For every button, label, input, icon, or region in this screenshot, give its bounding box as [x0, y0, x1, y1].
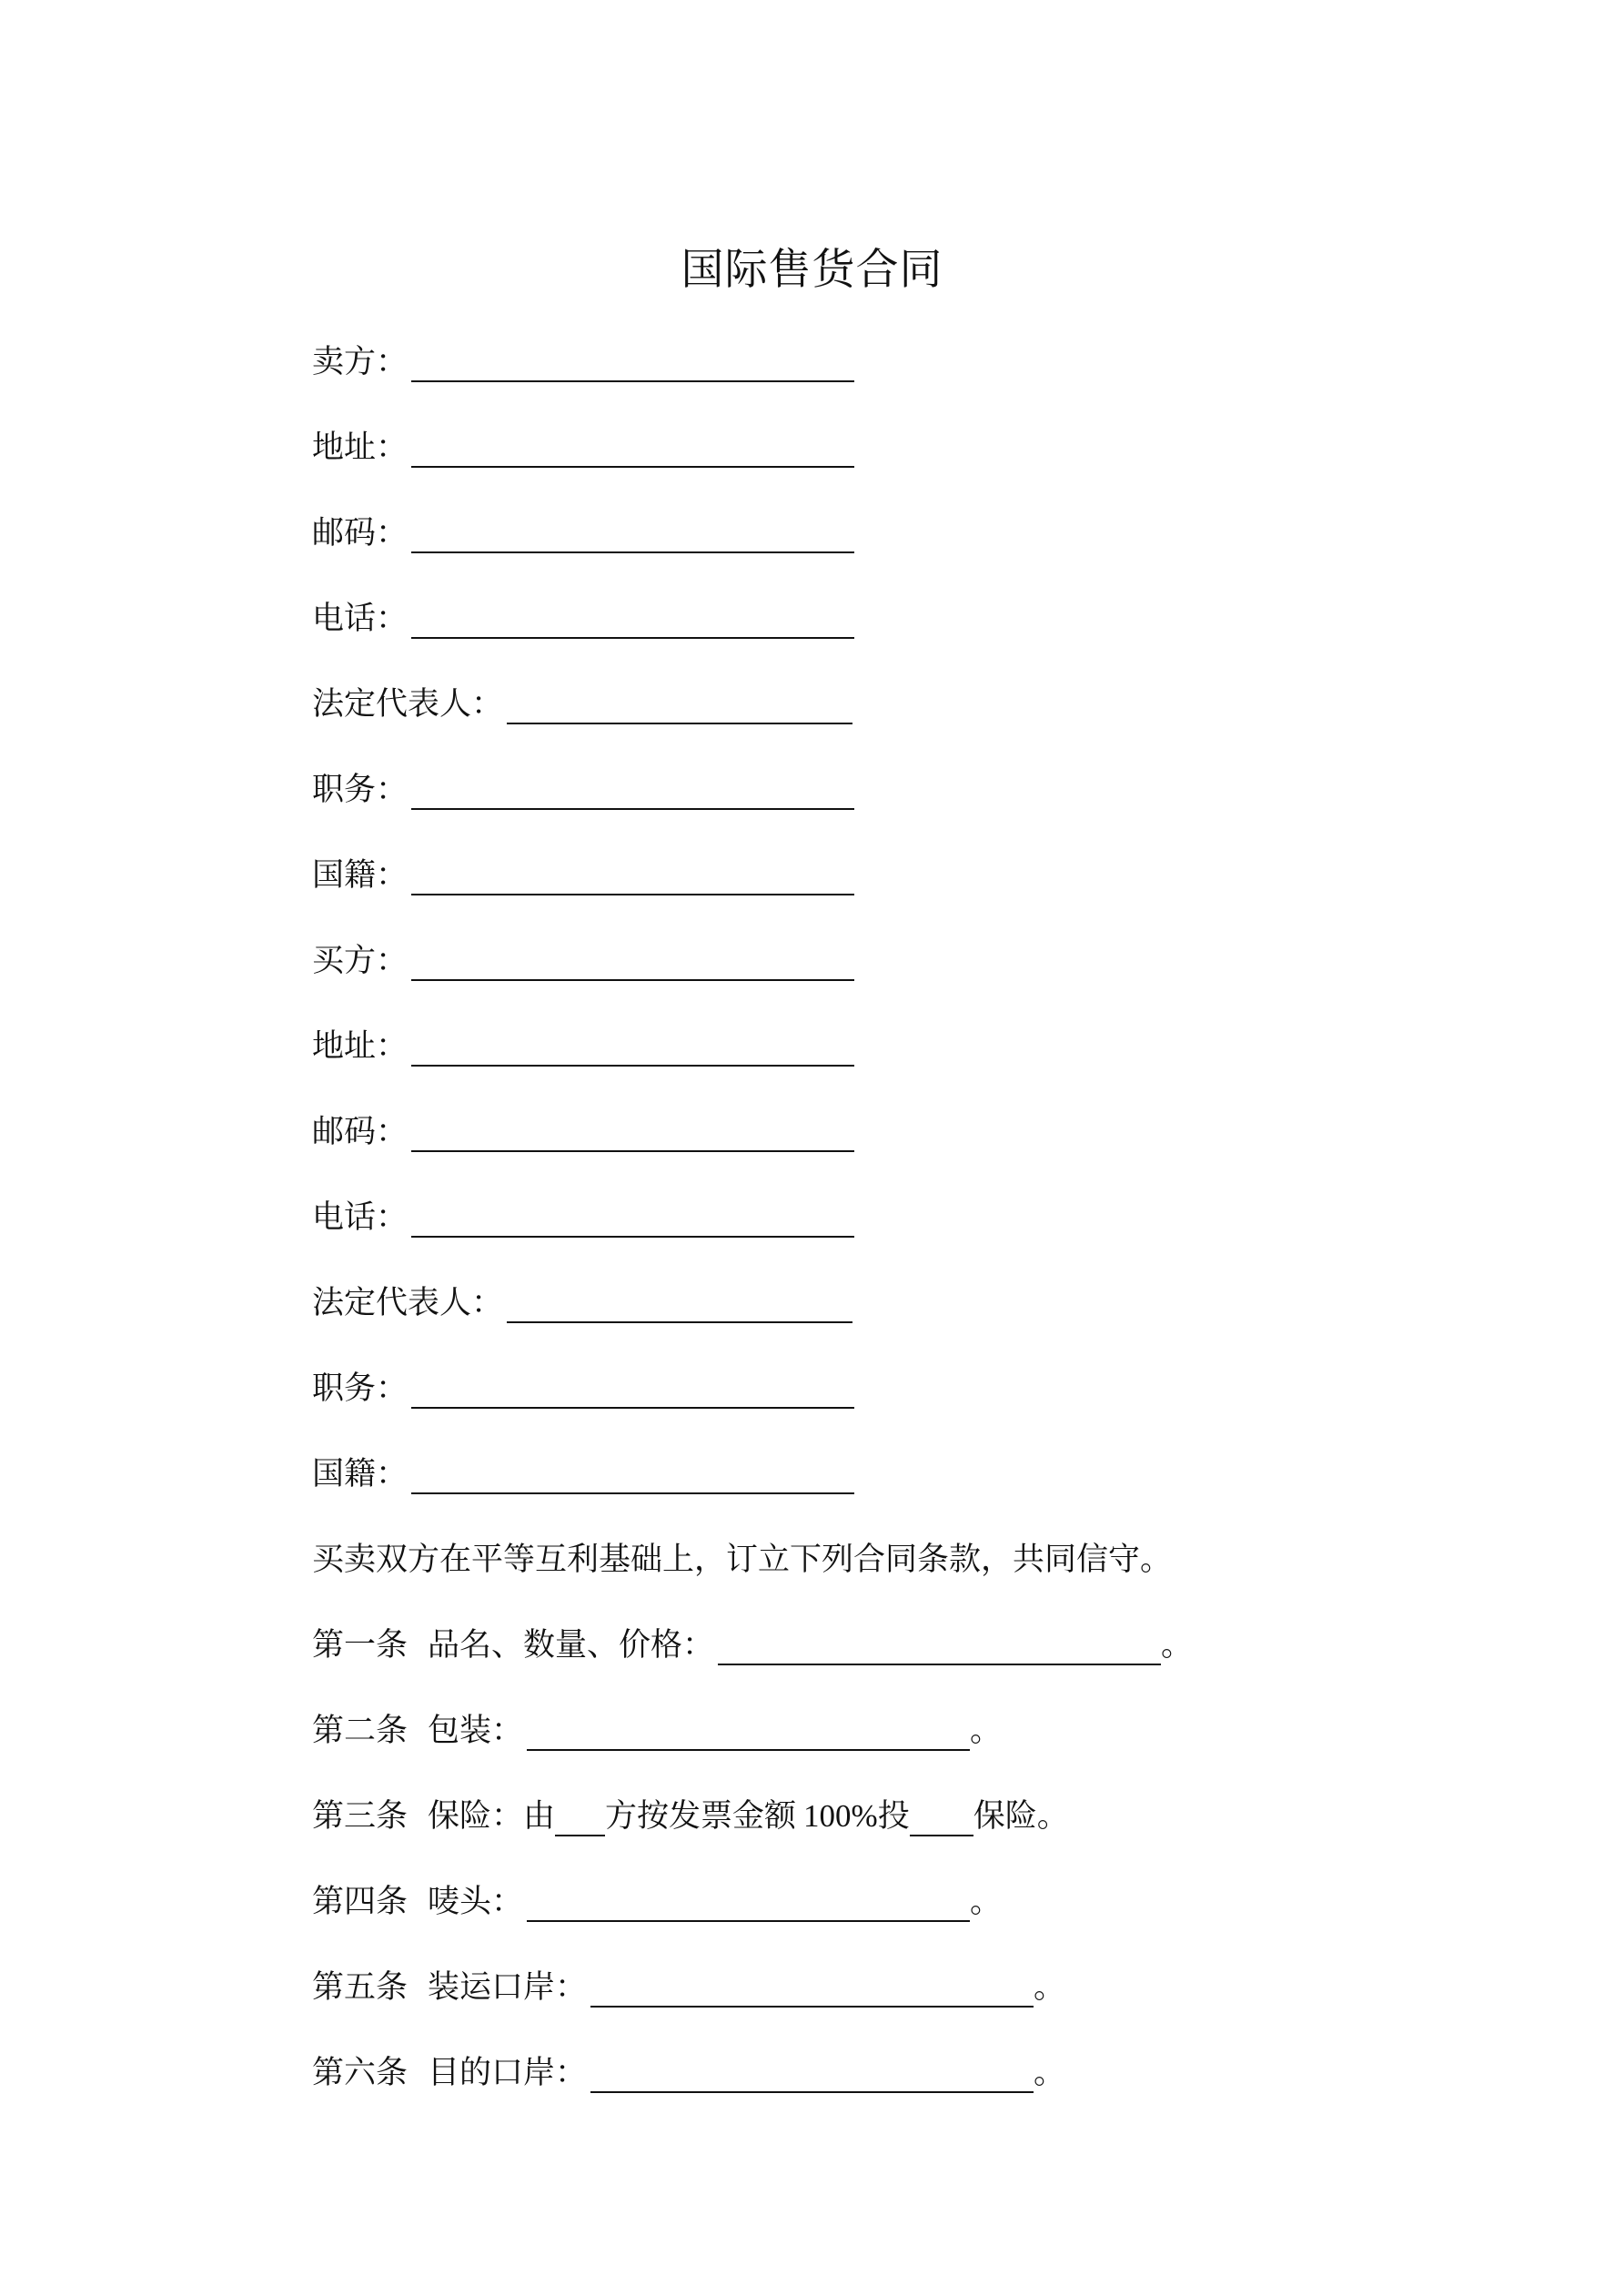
intro-line: [312, 1534, 1172, 1585]
article-2-line: [312, 1705, 1002, 1756]
article-1-line: [312, 1620, 1193, 1671]
article-6-line: [312, 2048, 1065, 2099]
buyer-postcode-line: [312, 1107, 854, 1158]
seller-nationality-line: [312, 850, 854, 901]
seller-address-label: 地址：: [312, 430, 409, 466]
article-4-label: 唛头：: [428, 1884, 524, 1920]
article-2-number: 第二条: [312, 1713, 409, 1749]
article-4-number: 第四条: [312, 1884, 409, 1920]
buyer-phone-line: [312, 1192, 854, 1243]
buyer-name-blank[interactable]: [411, 941, 854, 981]
seller-nationality-label: 国籍：: [312, 857, 409, 894]
buyer-postcode-blank[interactable]: [411, 1112, 854, 1152]
buyer-legal-rep-label: 法定代表人：: [312, 1285, 504, 1321]
seller-legal-rep-blank[interactable]: [507, 684, 852, 724]
article-5-blank[interactable]: [590, 1967, 1034, 2008]
buyer-name-line: [312, 936, 854, 986]
article-6-number: 第六条: [312, 2055, 409, 2091]
intro-text: 买卖双方在平等互利基础上，订立下列合同条款，共同信守。: [312, 1542, 1173, 1578]
article-1-blank[interactable]: [718, 1625, 1161, 1665]
buyer-name-label: 买方：: [312, 943, 409, 979]
buyer-phone-label: 电话：: [312, 1199, 409, 1236]
article-3-mid: 方按发票金额: [605, 1798, 797, 1835]
seller-postcode-label: 邮码：: [312, 515, 409, 551]
seller-postcode-blank[interactable]: [411, 513, 854, 553]
article-1-label: 品名、数量、价格：: [428, 1627, 715, 1664]
article-3-label: 保险：由: [428, 1798, 556, 1835]
seller-legal-rep-line: [312, 679, 852, 730]
seller-nationality-blank[interactable]: [411, 855, 854, 895]
buyer-address-blank[interactable]: [411, 1027, 854, 1067]
seller-name-line: [312, 337, 854, 388]
buyer-phone-blank[interactable]: [411, 1198, 854, 1238]
article-4-end: 。: [970, 1884, 1003, 1920]
article-6-label: 目的口岸：: [428, 2055, 588, 2091]
article-1-number: 第一条: [312, 1627, 409, 1664]
buyer-position-blank[interactable]: [411, 1369, 854, 1409]
document-title: 国际售货合同: [681, 245, 943, 295]
seller-name-label: 卖方：: [312, 344, 409, 380]
buyer-address-label: 地址：: [312, 1028, 409, 1065]
buyer-nationality-blank[interactable]: [411, 1454, 854, 1494]
article-5-label: 装运口岸：: [428, 1969, 588, 2006]
article-2-end: 。: [970, 1713, 1003, 1749]
article-3-insurance-blank[interactable]: [910, 1796, 973, 1836]
article-3-mid2: 投: [877, 1798, 910, 1835]
article-4-line: [312, 1876, 1002, 1927]
article-2-label: 包装：: [428, 1713, 524, 1749]
seller-name-blank[interactable]: [411, 342, 854, 382]
article-3-party-blank[interactable]: [555, 1796, 605, 1836]
buyer-address-line: [312, 1021, 854, 1072]
seller-position-blank[interactable]: [411, 770, 854, 810]
seller-phone-line: [312, 593, 854, 644]
seller-postcode-line: [312, 508, 854, 559]
buyer-position-label: 职务：: [312, 1371, 409, 1407]
buyer-position-line: [312, 1363, 854, 1414]
article-6-blank[interactable]: [590, 2053, 1034, 2093]
article-3-end: 保险。: [973, 1798, 1069, 1835]
article-5-number: 第五条: [312, 1969, 409, 2006]
buyer-nationality-label: 国籍：: [312, 1456, 409, 1492]
seller-position-label: 职务：: [312, 772, 409, 808]
seller-legal-rep-label: 法定代表人：: [312, 686, 504, 723]
seller-phone-blank[interactable]: [411, 599, 854, 639]
seller-address-blank[interactable]: [411, 428, 854, 468]
seller-address-line: [312, 422, 854, 473]
article-3-number: 第三条: [312, 1798, 409, 1835]
article-5-line: [312, 1962, 1065, 2013]
article-5-end: 。: [1034, 1969, 1066, 2006]
buyer-postcode-label: 邮码：: [312, 1114, 409, 1150]
article-3-percent: 100%: [803, 1798, 878, 1834]
article-6-end: 。: [1034, 2055, 1066, 2091]
seller-phone-label: 电话：: [312, 601, 409, 637]
article-4-blank[interactable]: [527, 1882, 970, 1922]
buyer-nationality-line: [312, 1449, 854, 1500]
buyer-legal-rep-line: [312, 1278, 852, 1329]
buyer-legal-rep-blank[interactable]: [507, 1283, 852, 1323]
article-1-end: 。: [1161, 1627, 1194, 1664]
article-2-blank[interactable]: [527, 1711, 970, 1751]
article-3-line: [312, 1791, 1069, 1842]
seller-position-line: [312, 764, 854, 815]
